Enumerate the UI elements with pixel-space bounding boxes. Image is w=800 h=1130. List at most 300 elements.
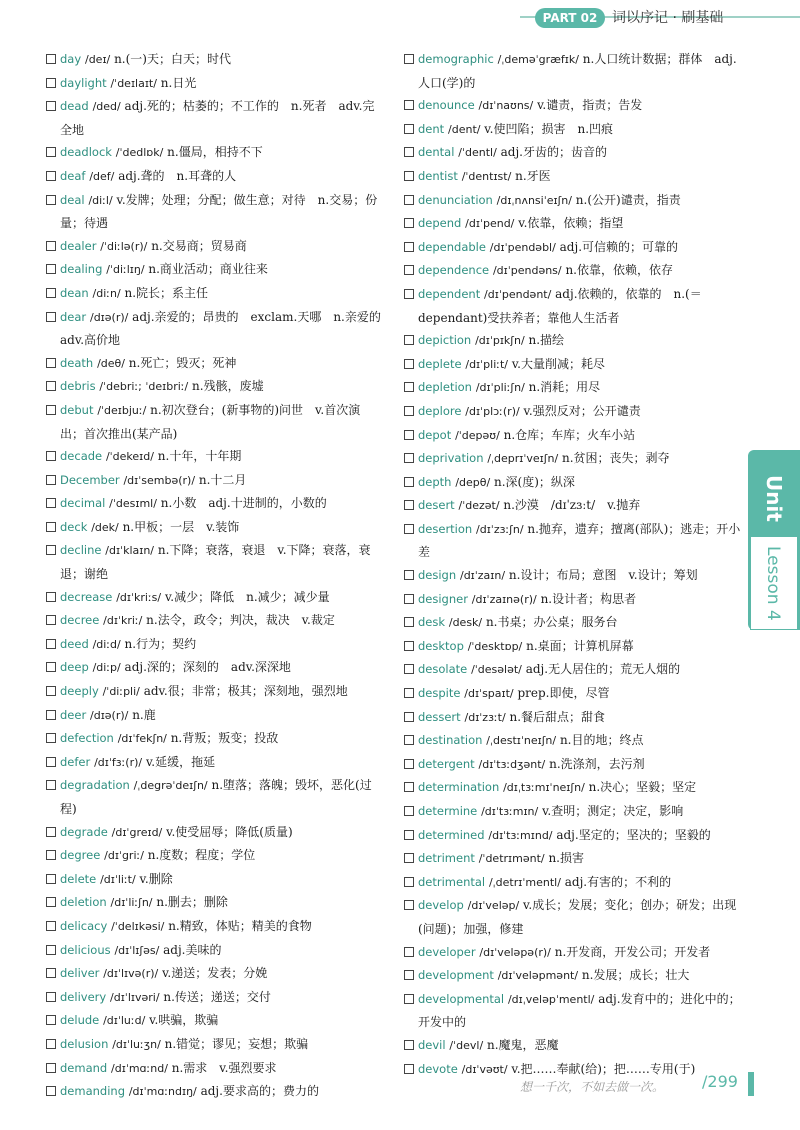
headword: dependence xyxy=(418,263,490,278)
vocab-entry xyxy=(404,706,742,730)
definition: n.需求 v.强烈要求 xyxy=(171,1060,277,1075)
checkbox-icon[interactable] xyxy=(404,900,414,910)
headword: desert xyxy=(418,498,455,513)
pronunciation: /ˈdevl/ xyxy=(449,1038,484,1052)
definition: n.书桌；办公桌；服务台 xyxy=(485,615,618,630)
checkbox-icon[interactable] xyxy=(46,358,56,368)
pronunciation: /dɪə(r)/ xyxy=(89,310,129,324)
vocab-entry xyxy=(46,821,382,845)
pronunciation: /dɪˈgriː/ xyxy=(104,849,144,863)
vocab-entry xyxy=(46,751,382,775)
pronunciation: /ˈdesələt/ xyxy=(471,663,522,677)
definition: v.发牌；处理；分配；做生意；对待 n.交易；份量；待遇 xyxy=(60,192,378,231)
headword: deletion xyxy=(60,895,107,910)
definition: n.十年，十年期 xyxy=(157,449,242,464)
checkbox-icon[interactable] xyxy=(404,782,414,792)
checkbox-icon[interactable] xyxy=(46,78,56,88)
pronunciation: /dɪˈpendəns/ xyxy=(492,264,562,278)
checkbox-icon[interactable] xyxy=(404,195,414,205)
pronunciation: /dɪˌtɜːmɪˈneɪʃn/ xyxy=(503,781,585,795)
part-badge: PART 02 xyxy=(535,8,605,28)
checkbox-icon[interactable] xyxy=(46,757,56,767)
vocab-entry xyxy=(404,847,742,871)
checkbox-icon[interactable] xyxy=(404,335,414,345)
pronunciation: /dɪˈpliːʃn/ xyxy=(475,381,525,395)
definition: v.使受屈辱；降低(质量) xyxy=(166,824,293,839)
definition: v.强烈反对；公开谴责 xyxy=(523,403,641,418)
definition: v.成长；发展；变化；创办；研发；出现(问题)；加强，修建 xyxy=(418,898,737,936)
pronunciation: /dɪˈgreɪd/ xyxy=(111,825,163,839)
checkbox-icon[interactable] xyxy=(46,780,56,790)
checkbox-icon[interactable] xyxy=(46,312,56,322)
checkbox-icon[interactable] xyxy=(46,615,56,625)
definition: n.错觉；谬见；妄想；欺骗 xyxy=(164,1036,309,1051)
headword: depot xyxy=(418,427,452,442)
vocab-entry xyxy=(404,941,742,965)
vocab-entry xyxy=(404,259,742,283)
definition: n.设计者；构思者 xyxy=(540,591,637,606)
definition: n.桌面；计算机屏幕 xyxy=(526,638,634,653)
definition: n.日光 xyxy=(160,75,197,90)
headword: destination xyxy=(418,733,483,748)
headword: decree xyxy=(60,613,100,628)
vocab-entry xyxy=(46,986,382,1010)
headword: determined xyxy=(418,827,485,842)
checkbox-icon[interactable] xyxy=(404,171,414,181)
pronunciation: /ˈdebriː; ˈdeɪbriː/ xyxy=(99,380,189,394)
vocab-entry xyxy=(46,962,382,986)
pronunciation: /ˈdeɪbjuː/ xyxy=(97,403,147,417)
vocab-entry xyxy=(404,118,742,142)
checkbox-icon[interactable] xyxy=(404,54,414,64)
headword: depend xyxy=(418,216,462,231)
checkbox-icon[interactable] xyxy=(46,405,56,415)
vocab-entry xyxy=(404,871,742,895)
vocab-entry xyxy=(404,329,742,353)
pronunciation: /dɪˈnaʊns/ xyxy=(478,99,534,113)
pronunciation: /dɪˈpliːt/ xyxy=(465,357,508,371)
vocab-entry xyxy=(404,400,742,424)
definition: adj.美味的 xyxy=(163,942,222,957)
checkbox-icon[interactable] xyxy=(404,1064,414,1074)
headword: dent xyxy=(418,121,445,136)
definition: adj.牙齿的；齿音的 xyxy=(500,145,607,160)
definition: adj.要求高的；费力的 xyxy=(200,1084,319,1099)
definition: n.传送；递送；交付 xyxy=(163,989,271,1004)
definition: n.删去；删除 xyxy=(156,895,228,910)
definition: v.把……奉献(给)；把……专用(于) xyxy=(511,1061,696,1076)
headword: desk xyxy=(418,615,446,630)
pronunciation: /dɪˈmɑːnd/ xyxy=(111,1061,168,1075)
vocab-entry xyxy=(404,964,742,988)
vocab-entry xyxy=(46,633,382,657)
checkbox-icon[interactable] xyxy=(46,968,56,978)
vocab-entry xyxy=(46,586,382,610)
page-marker xyxy=(748,1072,754,1096)
headword: delivery xyxy=(60,989,107,1004)
vocab-entry xyxy=(46,680,382,704)
vocab-entry xyxy=(46,891,382,915)
vocab-entry xyxy=(404,682,742,706)
vocab-entry xyxy=(46,844,382,868)
definition: n.初次登台；(新事物的)问世 v.首次演出；首次推出(某产品) xyxy=(60,402,361,441)
vocab-entry xyxy=(404,824,742,848)
vocab-entry xyxy=(46,48,382,72)
checkbox-icon[interactable] xyxy=(404,877,414,887)
checkbox-icon[interactable] xyxy=(404,664,414,674)
headword: defection xyxy=(60,731,114,746)
headword: dentist xyxy=(418,168,458,183)
checkbox-icon[interactable] xyxy=(404,124,414,134)
pronunciation: /dɪˈspaɪt/ xyxy=(464,687,514,701)
vocab-entry xyxy=(46,1057,382,1081)
headword: develop xyxy=(418,898,464,913)
headword: December xyxy=(60,472,120,487)
vocab-entry xyxy=(46,609,382,633)
vocab-entry xyxy=(46,774,382,820)
definition: n.(公开)谴责，指责 xyxy=(575,192,681,207)
headword: deed xyxy=(60,636,89,651)
checkbox-icon[interactable] xyxy=(404,947,414,957)
vocab-entry xyxy=(46,95,382,141)
checkbox-icon[interactable] xyxy=(404,1040,414,1050)
headword: deprivation xyxy=(418,451,484,466)
vocab-entry xyxy=(404,283,742,329)
pronunciation: /ˈdentl/ xyxy=(458,146,497,160)
definition: n.沙漠 /dɪˈzɜːt/ v.抛弃 xyxy=(503,498,641,513)
pronunciation: /def/ xyxy=(89,169,115,183)
checkbox-icon[interactable] xyxy=(404,853,414,863)
definition: v.删除 xyxy=(139,871,173,886)
checkbox-icon[interactable] xyxy=(46,475,56,485)
checkbox-icon[interactable] xyxy=(46,921,56,931)
checkbox-icon[interactable] xyxy=(46,639,56,649)
pronunciation: /deθ/ xyxy=(97,356,125,370)
vocab-entry xyxy=(46,1080,382,1104)
headword: desertion xyxy=(418,521,473,536)
headword: desolate xyxy=(418,662,468,677)
vocab-entry xyxy=(46,189,382,235)
definition: n.小数 adj.十进制的，小数的 xyxy=(160,496,327,511)
vocab-entry xyxy=(404,776,742,800)
checkbox-icon[interactable] xyxy=(46,381,56,391)
headword: delusion xyxy=(60,1036,109,1051)
checkbox-icon[interactable] xyxy=(46,1063,56,1073)
lesson-label: Lesson 4 xyxy=(750,536,798,630)
definition: n.抛弃，遗弃；擅离(部队)；逃走；开小差 xyxy=(418,521,741,560)
pronunciation: /ˌdegrəˈdeɪʃn/ xyxy=(133,779,208,793)
headword: determine xyxy=(418,804,478,818)
checkbox-icon[interactable] xyxy=(46,850,56,860)
pronunciation: /dɪˈplɔː(r)/ xyxy=(465,404,520,418)
vocab-entry xyxy=(404,658,742,682)
definition: adj.有害的；不利的 xyxy=(564,874,672,889)
headword: dental xyxy=(418,145,455,160)
checkbox-icon[interactable] xyxy=(46,992,56,1002)
checkbox-icon[interactable] xyxy=(404,524,414,534)
checkbox-icon[interactable] xyxy=(404,830,414,840)
headword: deer xyxy=(60,707,87,722)
headword: detergent xyxy=(418,756,475,771)
checkbox-icon[interactable] xyxy=(404,570,414,580)
vocab-entry xyxy=(404,753,742,777)
headword: dependent xyxy=(418,286,481,301)
pronunciation: /diːn/ xyxy=(92,286,121,300)
checkbox-icon[interactable] xyxy=(404,359,414,369)
checkbox-icon[interactable] xyxy=(404,218,414,228)
checkbox-icon[interactable] xyxy=(46,545,56,555)
checkbox-icon[interactable] xyxy=(404,712,414,722)
pronunciation: /dɪˈliːʃn/ xyxy=(110,896,153,910)
pronunciation: /dɪˈpendənt/ xyxy=(484,287,552,301)
checkbox-icon[interactable] xyxy=(46,1039,56,1049)
vocab-entry xyxy=(46,727,382,751)
checkbox-icon[interactable] xyxy=(404,289,414,299)
checkbox-icon[interactable] xyxy=(404,641,414,651)
vocab-entry xyxy=(46,352,382,376)
vocab-entry xyxy=(46,1009,382,1033)
pronunciation: /desk/ xyxy=(448,616,483,630)
definition: n.开发商，开发公司；开发者 xyxy=(554,944,711,959)
right-column xyxy=(404,48,742,1081)
checkbox-icon[interactable] xyxy=(46,101,56,111)
checkbox-icon[interactable] xyxy=(46,171,56,181)
checkbox-icon[interactable] xyxy=(404,500,414,510)
pronunciation: /dɪˈpendəbl/ xyxy=(489,240,556,254)
vocab-entry xyxy=(404,165,742,189)
checkbox-icon[interactable] xyxy=(46,522,56,532)
vocab-entry xyxy=(404,611,742,635)
definition: adj.无人居住的；荒无人烟的 xyxy=(525,662,681,677)
headword: dependable xyxy=(418,239,486,254)
headword: deaf xyxy=(60,168,86,183)
definition: n.(一)天；白天；时代 xyxy=(114,52,231,66)
definition: n.死亡；毁灭；死神 xyxy=(128,355,237,370)
headword: degradation xyxy=(60,778,130,793)
checkbox-icon[interactable] xyxy=(404,759,414,769)
pronunciation: /dɪˈtɜːdʒənt/ xyxy=(478,757,546,771)
checkbox-icon[interactable] xyxy=(46,264,56,274)
pronunciation: /ˈdepəʊ/ xyxy=(455,428,500,442)
definition: v.谴责，指责；告发 xyxy=(537,98,643,113)
headword: dessert xyxy=(418,709,461,724)
checkbox-icon[interactable] xyxy=(46,1015,56,1025)
definition: n.目的地；终点 xyxy=(559,733,644,748)
checkbox-icon[interactable] xyxy=(404,430,414,440)
checkbox-icon[interactable] xyxy=(404,406,414,416)
pronunciation: /ˈdiːpli/ xyxy=(102,685,140,699)
definition: v.哄骗，欺骗 xyxy=(149,1013,219,1028)
vocab-entry xyxy=(404,212,742,236)
pronunciation: /ˌdeməˈgræfɪk/ xyxy=(497,53,579,66)
headword: deplete xyxy=(418,356,462,371)
vocab-entry xyxy=(46,656,382,680)
headword: dear xyxy=(60,309,87,324)
headword: detrimental xyxy=(418,874,486,889)
vocab-entry xyxy=(404,376,742,400)
definition: n.背叛；叛变；投敌 xyxy=(170,731,279,746)
checkbox-icon[interactable] xyxy=(46,733,56,743)
page-header xyxy=(0,0,800,34)
vocab-entry xyxy=(46,165,382,189)
pronunciation: /dɪˈtɜːmɪnd/ xyxy=(488,828,553,842)
vocab-entry xyxy=(404,424,742,448)
headword: deeply xyxy=(60,684,99,699)
pronunciation: /ˈdezət/ xyxy=(458,499,500,513)
definition: n.商业活动；商业往来 xyxy=(148,262,268,277)
pronunciation: /dɪˈluːd/ xyxy=(103,1014,146,1028)
checkbox-icon[interactable] xyxy=(46,1086,56,1096)
checkbox-icon[interactable] xyxy=(46,195,56,205)
checkbox-icon[interactable] xyxy=(404,477,414,487)
vocab-entry xyxy=(404,353,742,377)
definition: adj.可信赖的；可靠的 xyxy=(559,239,679,254)
checkbox-icon[interactable] xyxy=(46,662,56,672)
checkbox-icon[interactable] xyxy=(46,592,56,602)
headword: deliver xyxy=(60,966,100,981)
pronunciation: /ded/ xyxy=(92,100,121,114)
checkbox-icon[interactable] xyxy=(404,453,414,463)
vocab-entry xyxy=(404,1034,742,1058)
checkbox-icon[interactable] xyxy=(404,265,414,275)
checkbox-icon[interactable] xyxy=(404,994,414,1004)
checkbox-icon[interactable] xyxy=(46,897,56,907)
headword: depth xyxy=(418,474,452,489)
pronunciation: /dɪˈzaɪnə(r)/ xyxy=(471,592,537,606)
vocab-entry xyxy=(404,988,742,1034)
pronunciation: /diːl/ xyxy=(88,193,113,207)
pronunciation: /ˈdesktɒp/ xyxy=(467,639,523,653)
checkbox-icon[interactable] xyxy=(46,710,56,720)
definition: n.设计；布局；意图 v.设计；筹划 xyxy=(508,568,698,583)
checkbox-icon[interactable] xyxy=(46,874,56,884)
vocab-entry xyxy=(46,306,393,352)
vocab-entry xyxy=(46,915,382,939)
vocab-entry xyxy=(404,471,742,495)
headword: debris xyxy=(60,379,96,394)
headword: detriment xyxy=(418,851,475,866)
footer-motto: 想一千次，不如去做一次。 xyxy=(520,1080,665,1094)
pronunciation: /ˈdentɪst/ xyxy=(461,169,512,183)
headword: developer xyxy=(418,944,476,959)
headword: delicious xyxy=(60,942,111,957)
definition: n.院长；系主任 xyxy=(124,285,209,300)
checkbox-icon[interactable] xyxy=(46,147,56,157)
checkbox-icon[interactable] xyxy=(46,241,56,251)
headword: decade xyxy=(60,449,103,464)
pronunciation: /dɪˈliːt/ xyxy=(100,872,136,886)
definition: n.行为；契约 xyxy=(124,636,197,651)
checkbox-icon[interactable] xyxy=(46,827,56,837)
definition: n.甲板；一层 v.装饰 xyxy=(122,519,240,534)
definition: n.贫困；丧失；剥夺 xyxy=(561,451,670,466)
vocab-entry xyxy=(404,894,742,940)
headword: delude xyxy=(60,1013,100,1028)
pronunciation: /dɪˈkriːs/ xyxy=(116,590,162,604)
section-title: 词以序记 · 刷基础 xyxy=(612,10,724,26)
vocab-entry xyxy=(404,494,742,518)
vocab-entry xyxy=(404,564,742,588)
headword: delete xyxy=(60,871,97,886)
vocab-entry xyxy=(404,588,742,612)
headword: demanding xyxy=(60,1084,125,1099)
checkbox-icon[interactable] xyxy=(46,498,56,508)
definition: n.描绘 xyxy=(528,333,565,348)
headword: day xyxy=(60,52,82,66)
definition: n.鹿 xyxy=(132,707,156,722)
checkbox-icon[interactable] xyxy=(404,147,414,157)
pronunciation: /ˌdetrɪˈmentl/ xyxy=(488,875,561,889)
checkbox-icon[interactable] xyxy=(404,617,414,627)
headword: depiction xyxy=(418,333,472,348)
headword: debut xyxy=(60,402,94,417)
headword: daylight xyxy=(60,75,107,90)
headword: death xyxy=(60,355,94,370)
checkbox-icon[interactable] xyxy=(404,242,414,252)
checkbox-icon[interactable] xyxy=(404,806,414,816)
checkbox-icon[interactable] xyxy=(46,288,56,298)
pronunciation: /dɪˈfekʃn/ xyxy=(117,732,167,746)
definition: n.餐后甜点；甜食 xyxy=(509,709,606,724)
pronunciation: /dek/ xyxy=(91,520,119,534)
headword: determination xyxy=(418,780,500,795)
vocab-entry xyxy=(404,94,742,118)
headword: deplore xyxy=(418,403,462,418)
headword: desktop xyxy=(418,638,464,653)
definition: v.延缓，拖延 xyxy=(145,754,216,769)
pronunciation: /ˌdestɪˈneɪʃn/ xyxy=(486,734,557,748)
definition: n.下降；衰落，衰退 v.下降；衰落，衰退；谢绝 xyxy=(60,543,371,582)
vocab-entry xyxy=(404,800,742,824)
vocab-entry xyxy=(404,48,742,94)
checkbox-icon[interactable] xyxy=(404,100,414,110)
vocab-entry xyxy=(404,447,742,471)
checkbox-icon[interactable] xyxy=(404,594,414,604)
checkbox-icon[interactable] xyxy=(46,54,56,64)
vocab-entry xyxy=(404,518,742,564)
checkbox-icon[interactable] xyxy=(404,735,414,745)
pronunciation: /dɪˈsembə(r)/ xyxy=(123,473,196,487)
checkbox-icon[interactable] xyxy=(46,686,56,696)
definition: prep.即使，尽管 xyxy=(517,686,610,701)
checkbox-icon[interactable] xyxy=(46,451,56,461)
headword: devote xyxy=(418,1061,458,1076)
definition: n.度数；程度；学位 xyxy=(147,848,256,863)
headword: delicacy xyxy=(60,918,108,933)
checkbox-icon[interactable] xyxy=(404,970,414,980)
vocab-entry xyxy=(46,258,382,282)
vocab-entry xyxy=(46,399,382,445)
page-number: /299 xyxy=(702,1072,738,1091)
vocab-entry xyxy=(46,492,382,516)
pronunciation: /dɪˌnʌnsiˈeɪʃn/ xyxy=(496,193,572,207)
checkbox-icon[interactable] xyxy=(404,382,414,392)
checkbox-icon[interactable] xyxy=(404,688,414,698)
vocab-entry xyxy=(46,868,382,892)
pronunciation: /ˈdekeɪd/ xyxy=(105,450,154,464)
headword: dealing xyxy=(60,262,103,277)
definition: adj.死的；枯萎的；不工作的 n.死者 adv.完全地 xyxy=(60,99,375,137)
vocab-entry xyxy=(404,635,742,659)
definition: v.减少；降低 n.减少；减少量 xyxy=(164,589,330,604)
definition: adv.很；非常；极其；深刻地，强烈地 xyxy=(143,684,348,699)
headword: development xyxy=(418,968,494,983)
pronunciation: /dɪˈvəʊt/ xyxy=(461,1062,508,1076)
definition: n.堕落；落魄；毁坏，恶化(过程) xyxy=(60,778,372,816)
headword: dealer xyxy=(60,238,97,253)
definition: n.消耗；用尽 xyxy=(528,380,601,395)
checkbox-icon[interactable] xyxy=(46,945,56,955)
